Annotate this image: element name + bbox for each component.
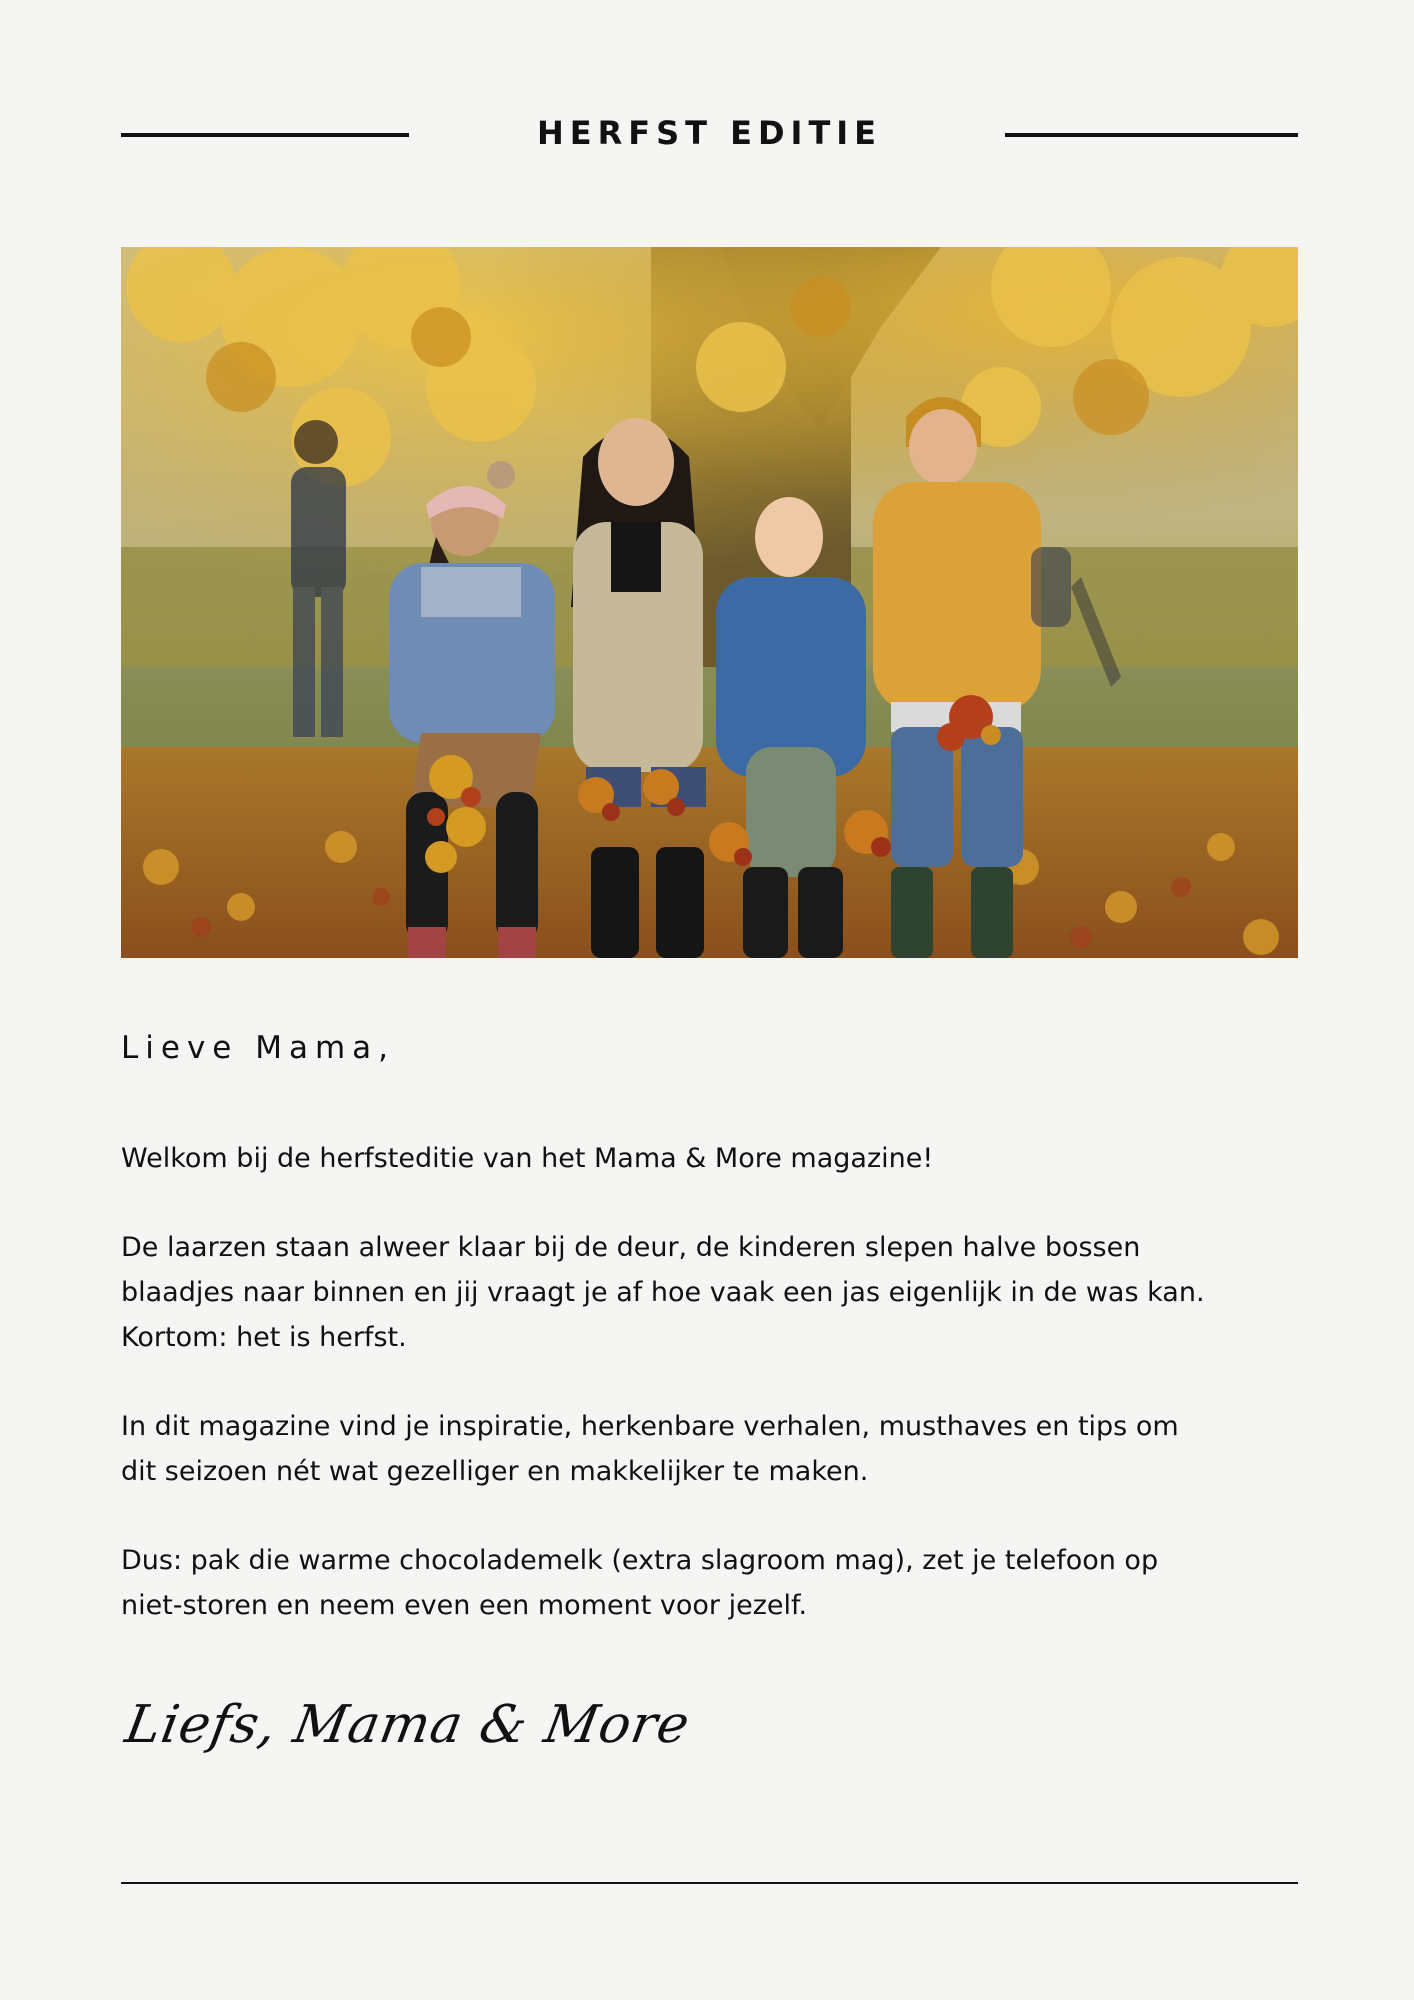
- letter-paragraph: In dit magazine vind je inspiratie, herkenbare verhalen, musthaves en tips om dit seizoen nét wat gezelliger en makkelijker te maken.: [121, 1411, 1179, 1487]
- letter-signature: Liefs, Mama & More: [121, 1695, 695, 1755]
- hero-photo: [121, 247, 1298, 958]
- edition-title: HERFST EDITIE: [536, 114, 883, 152]
- letter-body: [121, 1136, 1321, 1672]
- letter-paragraph: Welkom bij de herfsteditie van het Mama & More magazine!: [121, 1143, 934, 1174]
- letter-greeting: Lieve Mama,: [121, 1030, 396, 1066]
- letter-paragraph: De laarzen staan alweer klaar bij de deur, de kinderen slepen halve bossen blaadjes naar binnen en jij vraagt je af hoe vaak een jas eigenlijk in de was kan. Kortom: het is herfst.: [121, 1232, 1205, 1353]
- footer-rule: [121, 1882, 1298, 1884]
- hero-photo-illustration: [121, 247, 1298, 958]
- edition-header: [121, 110, 1298, 160]
- letter-paragraph: Dus: pak die warme chocolademelk (extra slagroom mag), zet je telefoon op niet-storen en neem even een moment voor jezelf.: [121, 1545, 1159, 1621]
- header-rule-right: [1005, 133, 1298, 137]
